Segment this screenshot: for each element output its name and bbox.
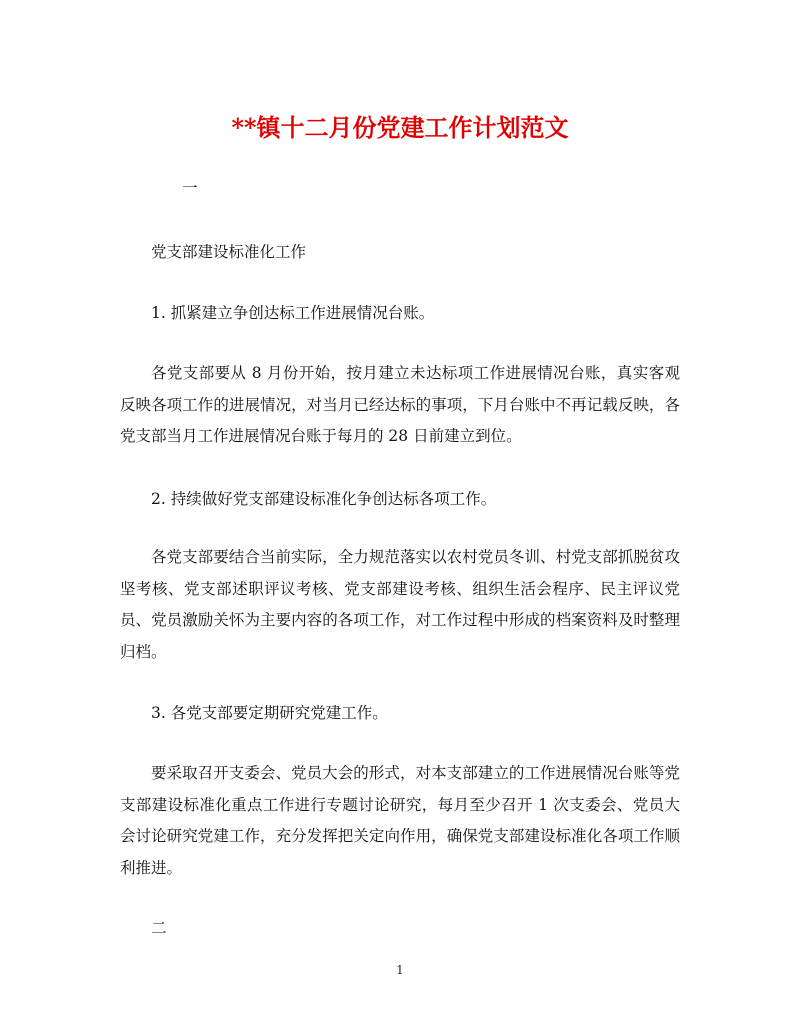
- section-one-marker-text: 一: [182, 179, 198, 197]
- item2-body: 各党支部要结合当前实际，全力规范落实以农村党员冬训、村党支部抓脱贫攻坚考核、党支部述职评议考核、党支部建设考核、组织生活会程序、民主评议党员、党员激励关怀为主要内容的各项工作，对工作过程中形成的档案资料及时整理归档。: [120, 548, 680, 661]
- section-one-heading-text: 党支部建设标准化工作: [151, 243, 307, 261]
- item2-heading-text: 2. 持续做好党支部建设标准化争创达标各项工作。: [151, 490, 497, 508]
- section-one-heading: [120, 236, 680, 268]
- section-two-marker: [120, 912, 680, 944]
- page-number: 1: [396, 963, 404, 977]
- item1-body: 各党支部要从 8 月份开始，按月建立未达标项工作进展情况台账，真实客观反映各项工作的进展情况，对当月已经达标的事项，下月台账中不再记载反映，各党支部当月工作进展情况台账于每月的 28 日前建立到位。: [120, 364, 680, 445]
- section-two-marker-text: 二: [151, 919, 167, 937]
- item1-heading-text: 1. 抓紧建立争创达标工作进展情况台账。: [151, 304, 435, 322]
- section-one-marker: [120, 172, 680, 204]
- item1-heading: [120, 297, 680, 329]
- item3-heading-text: 3. 各党支部要定期研究党建工作。: [151, 704, 388, 722]
- item3-heading: [120, 697, 680, 729]
- item2-heading: [120, 483, 680, 515]
- document-title: **镇十二月份党建工作计划范文: [231, 113, 569, 142]
- item3-body: 要采取召开支委会、党员大会的形式，对本支部建立的工作进展情况台账等党支部建设标准化重点工作进行专题讨论研究，每月至少召开 1 次支委会、党员大会讨论研究党建工作，充分发挥把关定向作用，确保党支部建设标准化各项工作顺利推进。: [120, 764, 680, 877]
